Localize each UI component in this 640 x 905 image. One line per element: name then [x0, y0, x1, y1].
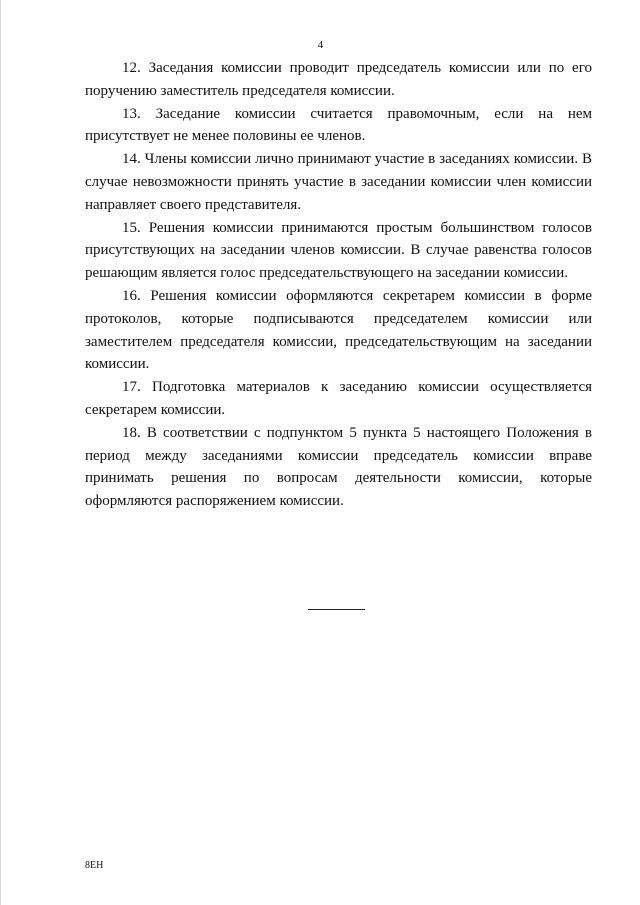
document-body [85, 57, 592, 513]
page-number: 4 [317, 39, 324, 51]
footer-code: 8ЕН [85, 860, 104, 871]
paragraph-18: 18. В соответствии с подпунктом 5 пункта 5 настоящего Положения в период между заседаниями комиссии председатель комиссии вправе принимать решения по вопросам деятельности комиссии, которые оформляются распоряжением комиссии. [85, 424, 592, 510]
end-of-text-rule [308, 609, 365, 610]
paragraph-15: 15. Решения комиссии принимаются простым большинством голосов присутствующих на заседании членов комиссии. В случае равенства голосов решающим является голос председательствующего на заседании комиссии. [85, 219, 592, 282]
paragraph-16: 16. Решения комиссии оформляются секретарем комиссии в форме протоколов, которые подписываются председателем комиссии или заместителем председателя комиссии, председательствующим на заседании комиссии. [85, 287, 592, 373]
paragraph-12: 12. Заседания комиссии проводит председатель комиссии или по его поручению заместитель председателя комиссии. [85, 60, 592, 99]
paragraph-13: 13. Заседание комиссии считается правомочным, если на нем присутствует не менее половины ее членов. [85, 105, 592, 145]
paragraph-17: 17. Подготовка материалов к заседанию комиссии осуществляется секретарем комиссии. [85, 379, 592, 418]
paragraph-14: 14. Члены комиссии лично принимают участие в заседаниях комиссии. В случае невозможности принять участие в заседании комиссии член комиссии направляет своего представителя. [85, 151, 592, 213]
